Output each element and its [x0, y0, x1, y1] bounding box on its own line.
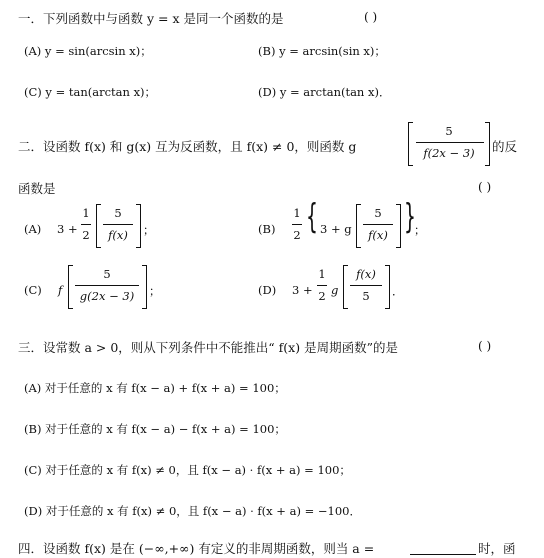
q4-heading-tail: 时，函: [478, 541, 516, 556]
q2-c-frac-bar: [75, 285, 139, 286]
q2-b-frac-den: f(x): [368, 228, 388, 242]
q2-b-left-brace: {: [306, 197, 318, 237]
q2-d-half-bar: [317, 285, 327, 286]
q2-frac-den: f(2x − 3): [423, 146, 475, 160]
q2-c-right-bracket: [142, 265, 147, 309]
q2-b-mid: 3 + g: [320, 222, 352, 236]
q2-d-frac-num: f(x): [356, 267, 376, 281]
q2-b-half-bar: [292, 224, 302, 225]
q2-a-half-den: 2: [82, 228, 90, 242]
q2-d-half-den: 2: [318, 289, 326, 303]
q2-heading-line2: 函数是: [18, 181, 56, 196]
q2-option-b-label: (B): [258, 222, 276, 236]
q3-answer-paren: ( ): [478, 339, 492, 353]
q1-option-a: (A) y = sin(arcsin x)；: [24, 44, 152, 58]
q3-option-b: (B) 对于任意的 x 有 f(x − a) − f(x + a) = 100；: [24, 422, 286, 436]
q2-heading-tail: 的反: [492, 139, 518, 154]
q4-heading: 四．设函数 f(x) 是在 (−∞,+∞) 有定义的非周期函数，则当 a =: [18, 541, 375, 556]
q2-a-half-bar: [81, 224, 91, 225]
q2-a-frac-num: 5: [114, 206, 122, 220]
q2-c-frac-den: g(2x − 3): [79, 289, 135, 303]
q2-frac-bar: [416, 142, 484, 143]
q2-b-half-num: 1: [293, 206, 301, 220]
q2-a-frac-bar: [103, 224, 133, 225]
q2-d-frac-bar: [350, 285, 382, 286]
q3-option-a: (A) 对于任意的 x 有 f(x − a) + f(x + a) = 100；: [24, 381, 286, 395]
q2-heading: 二．设函数 f(x) 和 g(x) 互为反函数，且 f(x) ≠ 0，则函数 g: [18, 139, 357, 154]
q2-c-pre: f: [58, 283, 63, 297]
q2-a-frac-den: f(x): [108, 228, 128, 242]
q2-b-post: ；: [414, 223, 426, 237]
q2-b-right-brace: }: [404, 197, 416, 237]
q2-c-frac-num: 5: [103, 267, 111, 281]
q1-heading: 一．下列函数中与函数 y = x 是同一个函数的是: [18, 11, 284, 26]
q2-option-d-label: (D): [258, 283, 277, 297]
q2-left-bracket: [408, 122, 413, 166]
q2-frac-num: 5: [445, 124, 453, 138]
q2-c-post: ；: [149, 284, 161, 298]
q2-answer-paren: ( ): [478, 180, 492, 194]
q1-answer-paren: ( ): [364, 10, 378, 24]
q2-a-right-bracket: [136, 204, 141, 248]
q2-d-pre: 3 +: [292, 283, 313, 297]
q1-option-c: (C) y = tan(arctan x)；: [24, 85, 157, 99]
q2-d-frac-den: 5: [362, 289, 370, 303]
q2-b-half-den: 2: [293, 228, 301, 242]
q2-right-bracket: [485, 122, 490, 166]
q1-option-d: (D) y = arctan(tan x)．: [258, 85, 391, 99]
q2-option-a-pre: 3 +: [57, 222, 78, 236]
q2-option-c-label: (C): [24, 283, 42, 297]
q2-a-post: ；: [143, 223, 155, 237]
q1-option-b: (B) y = arcsin(sin x)；: [258, 44, 386, 58]
q4-answer-blank: [410, 554, 476, 555]
q2-d-mid: g: [331, 283, 339, 297]
q2-b-frac-bar: [363, 224, 393, 225]
q3-option-d: (D) 对于任意的 x 有 f(x) ≠ 0，且 f(x − a) · f(x + a) = −100．: [24, 504, 361, 518]
q2-d-right-bracket: [385, 265, 390, 309]
q2-b-frac-num: 5: [374, 206, 382, 220]
q2-d-half-num: 1: [318, 267, 326, 281]
q3-heading: 三．设常数 a > 0，则从下列条件中不能推出“ f(x) 是周期函数”的是: [18, 340, 398, 355]
q2-a-half-num: 1: [82, 206, 90, 220]
q3-option-c: (C) 对于任意的 x 有 f(x) ≠ 0，且 f(x − a) · f(x + a) = 100；: [24, 463, 351, 477]
q2-d-post: ．: [392, 284, 404, 298]
q2-option-a-label: (A): [24, 222, 42, 236]
q2-b-right-bracket: [396, 204, 401, 248]
